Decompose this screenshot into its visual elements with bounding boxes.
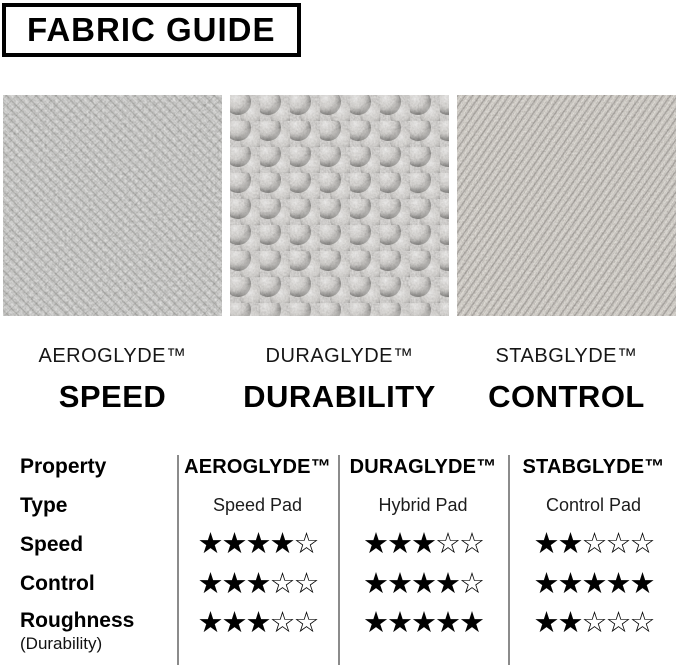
row-label-control: Control xyxy=(20,572,95,595)
row-label-property: Property xyxy=(20,455,107,478)
fabric-card-duraglyde xyxy=(230,95,449,412)
type-cell-duraglyde: Hybrid Pad xyxy=(378,495,468,515)
star-rating-speed-stabglyde: ★★☆☆☆ xyxy=(533,528,654,560)
fabric-card-stabglyde xyxy=(457,95,676,412)
star-rating-roughness-aeroglyde: ★★★☆☆ xyxy=(197,607,318,639)
row-label-roughness xyxy=(0,604,177,664)
star-rating-roughness-stabglyde: ★★☆☆☆ xyxy=(533,607,654,639)
column-header-stabglyde: STABGLYDE™ xyxy=(522,455,665,478)
fabric-name-label: STABGLYDE™ xyxy=(495,345,638,367)
type-cell-stabglyde: Control Pad xyxy=(545,495,642,515)
column-header-duraglyde: DURAGLYDE™ xyxy=(349,455,497,478)
fabric-photo-aeroglyde xyxy=(3,95,222,316)
fabric-name-label: DURAGLYDE™ xyxy=(265,345,414,367)
star-rating-control-stabglyde: ★★★★★ xyxy=(533,567,654,600)
row-label-speed: Speed xyxy=(20,532,84,556)
fabric-attribute-label: DURABILITY xyxy=(243,379,436,414)
fabric-attribute-label: CONTROL xyxy=(488,379,645,414)
roughness-label: Roughness xyxy=(20,609,135,632)
star-rating-speed-aeroglyde: ★★★★☆ xyxy=(197,528,318,560)
star-rating-speed-duraglyde: ★★★☆☆ xyxy=(363,528,483,560)
fabric-name-label: AEROGLYDE™ xyxy=(38,345,187,367)
fine-knit-texture-image xyxy=(3,95,222,316)
roughness-durability-note: (Durability) xyxy=(20,634,103,653)
fabric-photo-stabglyde xyxy=(457,95,676,316)
honeycomb-texture-image xyxy=(230,95,449,316)
page-title: FABRIC GUIDE xyxy=(27,11,276,48)
fabric-guide-header xyxy=(2,3,301,57)
fabric-attribute-label: SPEED xyxy=(58,379,167,414)
star-rating-roughness-duraglyde: ★★★★★ xyxy=(363,607,483,639)
diagonal-twill-texture-image xyxy=(457,95,676,316)
comparison-table xyxy=(0,448,679,664)
fabric-photo-duraglyde xyxy=(230,95,449,316)
type-cell-aeroglyde: Speed Pad xyxy=(212,495,303,515)
row-label-type: Type xyxy=(20,493,68,517)
star-rating-control-duraglyde: ★★★★☆ xyxy=(363,567,483,600)
fabric-card-aeroglyde xyxy=(3,95,222,412)
column-header-aeroglyde: AEROGLYDE™ xyxy=(184,455,331,478)
star-rating-control-aeroglyde: ★★★☆☆ xyxy=(197,567,318,600)
